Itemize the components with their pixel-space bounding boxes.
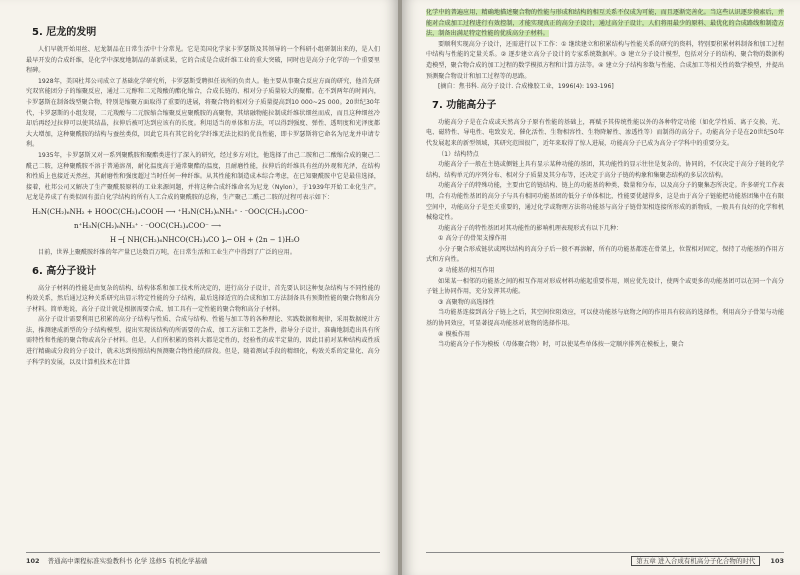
section-7-paragraph: 功能高分子是在合成或天然高分子原有性能的基础上，再赋予其传统性能以外的各种特定功能（如化学性质、离子交换、光、电、磁特性、导电性、电致发光、催化活性、生物相容性、生物降解性、渗透性等）而制得的高分子。功能高分子是在20世纪50年代发展起来的新型领域，其研究范围很广，近年来取得了惊人进展，功能高分子已成为高分子学科中的重要分支。 (426, 118, 784, 147)
citation: [摘自：焦书科. 高分子设计. 合成橡胶工业，1996(4): 193-196] (438, 83, 614, 91)
section-6-paragraph: 高分子材料的性能是由复杂的结构、结构体系和加工技术所决定的，进行高分子设计，首先要认识这种复杂结构与不同性能的构效关系，然后通过这种关系研究出显示特定性能的分子结构，最后选择适宜的合成和加工方法制备具有预期性能的聚合物和高分子材料。简单地说，高分子设计就是根据需要合成、加工具有一定性能的聚合物和高分子材料。 (26, 284, 380, 313)
section-7-paragraph: 功能高分子的特殊功能，主要由它的链结构、链上的功能基的种类、数量和分布，以及高分子的聚集态所决定。许多研究工作表明，合有功能性基团的高分子与具有相同功能基团的低分子单体相比，性能要优越得多，这是由于高分子链能把功能基团集中在有限空间中，功能高分子是至关重要的，通过化学或物理方法将功能基与高分子链骨架相连接所形成的新物质，一般具有良好的化学和机械稳定性。 (426, 182, 784, 222)
footer-book-title: 普通高中课程标准实验教科书 化学 选修5 有机化学基础 (47, 557, 208, 565)
function-heading: ③ 高聚物的高选择性 (438, 298, 495, 306)
chapter-label: 第五章 进入合成有机高分子化合物的时代 (631, 556, 760, 566)
section-6-paragraph: 要顺利实现高分子设计，还需进行以下工作：① 继续建立和积累结构与性能关系的研究的资料，特别要积累材料制备和加工过程中结构与性能的定量关系。② 逐步建立高分子设计的专家系统数据库。③ 建立分子设计模型，包括对分子的结构、聚合物的数据构造模型，聚合物合成的加工过程的数学模拟方程和计算方法等。④ 建立分子结构参数与性能、合成加工等相关性的数学模型，并提出预测聚合物设计和加工过程等的思路。 (426, 40, 784, 80)
section-7-paragraph: 功能高分子一般在主链或侧链上具有显示某种功能的基团，其功能性的显示往往是复杂的，协同的，不仅决定于高分子链的化学结构、结构单元的序列分布、相对分子质量及其分布等，还决定于高分子链的构象和集聚态结构的多层次结构。 (426, 161, 784, 179)
section-5-paragraph: 1928年，美国杜邦公司成立了基础化学研究所，卡罗瑟斯受聘担任该所的负责人。他主要从事聚合反应方面的研究，他首先研究双官能团分子的缩聚反应，通过二元醇和二元羧酸的酯化缩合，合成长链的、相对分子质量较大的聚酯。在不到两年的时间内，卡罗瑟斯在制备线型聚合物，特别是缩聚方面取得了重要的进展，将聚合物的相对分子质量提高到10 000~25 000。20世纪30年代，卡罗瑟斯的小组发现，二元羧酸与二元胺缩合缩聚反应聚酰胺的高聚物，其熔融物能拉制成纤维状细丝而成，而且这种细丝冷却后再经过拉伸可以使其结晶，拉伸后被可达到应该有的长度。利用适当的单体和方法，可以得到强度、弹性、透明度和光泽度都大大增加，这种聚酰胺的结构与蚕丝类似，因此它具有其它的化学纤维无法比拟的优良性能，即卡罗瑟斯将它命名为尼龙并申请专利。 (26, 77, 380, 149)
function-heading: ② 功能基的相互作用 (438, 267, 495, 275)
equation-line-1: H₂N(CH₂)₆NH₂ + HOOC(CH₂)₄COOH ⟶ ⁺H₃N(CH₂)₆NH₃⁺ · ⁻OOC(CH₂)₄COO⁻ (32, 207, 309, 216)
section-5-paragraph: 目前，世界上聚酰胺纤维的年产量已达数百万吨，在日常生活和工业生产中得到了广泛的应用。 (38, 248, 297, 256)
equation-line-3: H ─[ NH(CH₂)₆NHCO(CH₂)₄CO ]ₙ─ OH + (2n − 1)H₂O (110, 235, 300, 244)
section-5-paragraph: 人们早就开始用丝、尼龙制品在日常生活中十分常见。它是美国化学家卡罗瑟斯及其领导的一个科研小组研制出来的，是人们最早开发的合成纤维，是化学中深度地制品的革新成果，它的合成是合成纤维工业的重大突破，同时也是高分子化学的一个重要里程碑。 (26, 46, 380, 75)
left-page (0, 0, 398, 575)
page-number: 103 (770, 557, 784, 565)
function-text: 当功能基连接到高分子链上之后，其空间位阻效应，可以使功能基与底物之间的作用具有较高的选择性，利用高分子骨架与功能基的协同效应，可显著提高功能基对底物的选择作用。 (426, 309, 784, 328)
section-6-paragraph (426, 8, 784, 40)
section-6-paragraph: 高分子设计需要利用已积累的高分子结构与性质、合成与结构、性能与加工等的各种理论、实践数据和规律，采用数据统计方法，推测建成新型的分子结构模型，提出实现该结构的所需要的合成、加工方法和工艺条件，指导分子设计，准确地制造出具有所需特性和性能的聚合物或高分子材料。但是，人们所积累的资料大都是定性的，经验性的或半定量的，因此目前对某种结构或性质进行精确或分段的分子设计，就未达到按照结构预测聚合物性能的阶段。但是，随着测试手段的精细化，构效关系的定量化、高分子科学的发展，以及计算机技术在计算 (26, 316, 380, 366)
section-5-title: 5. 尼龙的发明 (32, 27, 97, 38)
subsection-heading: （1）结构特点 (438, 150, 479, 158)
right-page (402, 0, 800, 575)
function-text: 当功能高分子作为模板（母体聚合物）时，可以使某些单体按一定顺序排列在模板上，聚合 (438, 341, 684, 349)
section-7-paragraph: 功能高分子的特性基团对其功能性的影响机理表现形式有以下几种： (438, 224, 623, 232)
equation-line-2: n⁺H₃N(CH₂)₆NH₃⁺ · ⁻OOC(CH₂)₄COO⁻ ⟶ (74, 221, 222, 230)
section-7-title: 7. 功能高分子 (432, 99, 497, 111)
function-heading: ① 高分子的骨架支撑作用 (438, 235, 507, 243)
section-6-title: 6. 高分子设计 (32, 265, 97, 277)
function-text: 小分子聚合形成链状或网状结构的高分子后一般不再溶解，所有的功能基都连在骨架上，位置相对固定，保持了功能基的作用方式和方向性。 (426, 245, 784, 264)
left-page-footer (26, 552, 380, 567)
highlighted-text: 化学中的普遍应用，精确地描述聚合物的性能与形成和结构的相互关系不仅成为可能，而且逐渐完善化。当这些认识逐步摸索后，并能对合成加工过程进行有效控制，才能实现真正的高分子设计，通过高分子设计，人们将用最少的原料、最优化的合成路线和制造方法，制备出满足特定性能的优质高分子材料。 (426, 9, 784, 38)
function-text: 如果某一相邻的功能基之间的相互作用对形成材料功能起重要作用，则应优先设计，使两个或更多的功能基团可以在同一个高分子链上协同作用，充分发挥其功能。 (426, 277, 784, 296)
right-page-footer (426, 552, 784, 567)
function-heading: ④ 模板作用 (438, 330, 471, 338)
section-5-paragraph: 1935年，卡罗瑟斯又对一系列聚酰胺和聚酯类进行了深入的研究，经过多方对比，他选择了由己二胺和己二酸缩合成的聚己二酰己二胺，这种聚酰胺不溶于普通溶剂，耐化温度高于通常聚酯的温度，且耐磨性能，拉伸后的纤维具有丝的外观和光泽，在结构和性质上也接近天然丝，其耐磨性和强度超过当时任何一种纤维。从其性能和制造成本综合考虑，在已知聚酰胺中它是最佳选择，接着，杜邦公司又解决了生产聚酰胺原料的工业来源问题，并将这种合成纤维命名为尼龙（Nylon），于1939年开始工业化生产。尼龙是养成了有类似固有蛋白化学结构的所有人工合成的聚酰胺的总称，生产聚己二酰己二胺的过程可表示如下： (26, 151, 380, 202)
page-number: 102 (26, 557, 40, 565)
